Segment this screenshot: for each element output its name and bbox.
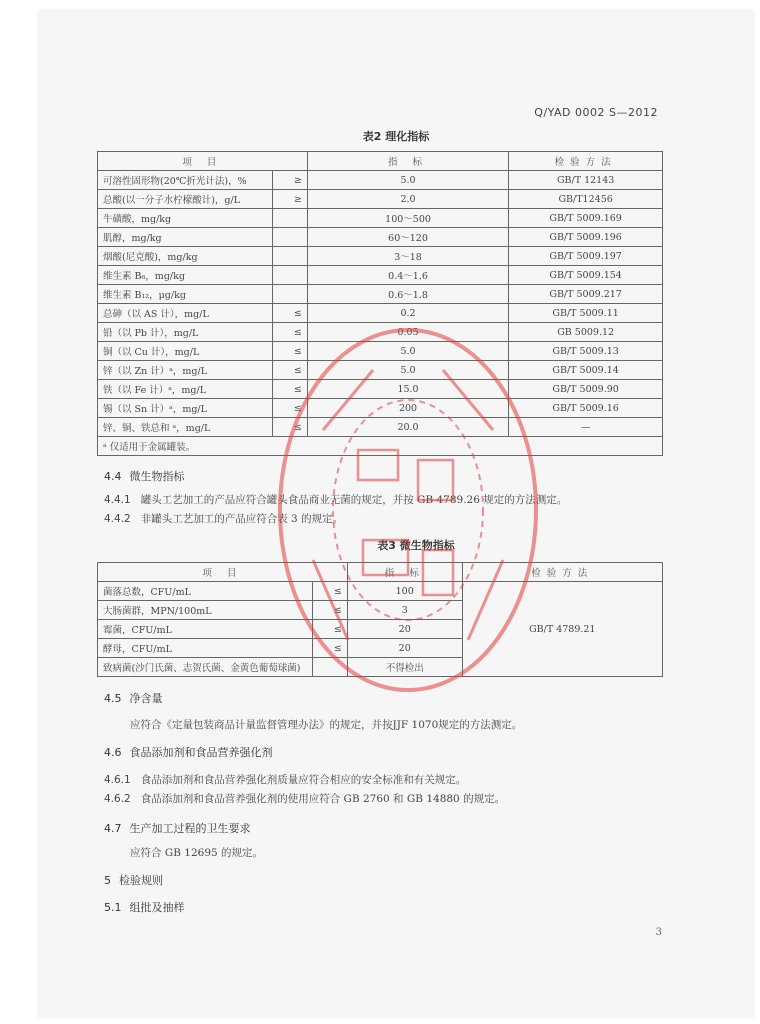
clause-text: 非罐头工艺加工的产品应符合表 3 的规定。 — [140, 513, 344, 525]
section-title: 微生物指标 — [129, 470, 185, 483]
table2-header-method: 检验方法 — [509, 152, 663, 171]
section-4-5-text: 应符合《定量包装商品计量监督管理办法》的规定，并按JJF 1070规定的方法测定。 — [130, 719, 523, 731]
clause-text: 食品添加剂和食品营养强化剂的使用应符合 GB 2760 和 GB 14880 的规定。 — [140, 793, 506, 805]
table2-cell-method: GB/T 5009.16 — [509, 399, 663, 418]
section-number: 4.5 — [104, 692, 122, 705]
table2-cell-method: GB/T 5009.217 — [509, 285, 663, 304]
table2-cell-operator: ≤ — [272, 304, 307, 323]
section-number: 5 — [104, 874, 111, 887]
table2-cell-item: 可溶性固形物(20℃折光计法)，% — [98, 171, 273, 190]
table2-row — [98, 228, 663, 247]
section-4-6-heading — [104, 744, 273, 760]
clause-number: 4.4.2 — [104, 513, 131, 525]
table2-cell-item: 铅（以 Pb 计），mg/L — [98, 323, 273, 342]
document-code: Q/YAD 0002 S—2012 — [534, 106, 658, 119]
table2-cell-value: 60～120 — [307, 228, 508, 247]
table2-cell-value: 3～18 — [307, 247, 508, 266]
table2-cell-method: GB/T 5009.13 — [509, 342, 663, 361]
section-title: 食品添加剂和食品营养强化剂 — [129, 746, 273, 759]
section-number: 4.6 — [104, 746, 122, 759]
table2-caption: 表2 理化指标 — [362, 130, 430, 143]
section-4-7-heading — [104, 820, 251, 836]
document-page — [38, 10, 754, 1018]
table2-header-value: 指 标 — [307, 152, 508, 171]
section-number: 4.4 — [104, 470, 122, 483]
table2-cell-value: 0.2 — [307, 304, 508, 323]
clause-text: 罐头工艺加工的产品应符合罐头食品商业无菌的规定，并按 GB 4789.26 规定的方法测定。 — [140, 494, 568, 506]
section-title: 检验规则 — [119, 874, 163, 887]
table2-cell-item: 铜（以 Cu 计），mg/L — [98, 342, 273, 361]
table2-cell-value: 5.0 — [307, 361, 508, 380]
table2-cell-value: 0.4～1.6 — [307, 266, 508, 285]
table2-cell-item: 锌（以 Zn 计）ᵃ，mg/L — [98, 361, 273, 380]
table2-cell-operator: ≥ — [272, 190, 307, 209]
table2-cell-method: GB/T12456 — [509, 190, 663, 209]
table3-cell-value: 3 — [347, 601, 462, 620]
table2-header-item: 项 目 — [98, 152, 308, 171]
clause-number: 4.6.1 — [104, 774, 131, 786]
section-4-7-text: 应符合 GB 12695 的规定。 — [130, 847, 264, 859]
clause-text: 食品添加剂和食品营养强化剂质量应符合相应的安全标准和有关规定。 — [140, 774, 467, 786]
seal-stamp — [253, 310, 563, 710]
page-number: 3 — [655, 927, 662, 938]
section-number: 4.7 — [104, 822, 122, 835]
table2-cell-value: 15.0 — [307, 380, 508, 399]
table2-cell-method: GB/T 5009.169 — [509, 209, 663, 228]
table2-cell-value: 20.0 — [307, 418, 508, 437]
section-title: 净含量 — [129, 692, 163, 705]
table2-cell-operator — [272, 266, 307, 285]
table3-cell-value: 不得检出 — [347, 658, 462, 677]
table2-cell-value: 200 — [307, 399, 508, 418]
table3-cell-item: 霉菌，CFU/mL — [98, 620, 313, 639]
table3-header-item: 项 目 — [98, 563, 348, 582]
section-5-1-heading — [104, 899, 185, 915]
table2-cell-value: 5.0 — [307, 342, 508, 361]
table2-cell-value: 100～500 — [307, 209, 508, 228]
section-4-6-1 — [104, 772, 466, 787]
table3-cell-operator: ≤ — [312, 582, 347, 601]
table2-cell-item: 总酸(以一分子水柠檬酸计)，g/L — [98, 190, 273, 209]
table2-cell-value: 5.0 — [307, 171, 508, 190]
table2-cell-operator: ≤ — [272, 380, 307, 399]
table2-cell-method: GB/T 12143 — [509, 171, 663, 190]
section-title: 组批及抽样 — [129, 901, 185, 914]
table2-cell-item: 总砷（以 AS 计），mg/L — [98, 304, 273, 323]
table2-cell-operator — [272, 228, 307, 247]
clause-number: 4.4.1 — [104, 494, 131, 506]
section-4-4-heading — [104, 468, 185, 484]
table2-cell-item: 铁（以 Fe 计）ᵃ，mg/L — [98, 380, 273, 399]
clause-number: 4.6.2 — [104, 793, 131, 805]
table2-row — [98, 285, 663, 304]
section-5-heading — [104, 872, 163, 888]
table2-cell-item: 维生素 B₆，mg/kg — [98, 266, 273, 285]
table2-cell-item: 牛磺酸，mg/kg — [98, 209, 273, 228]
table2-footnote: ᵃ 仅适用于金属罐装。 — [98, 437, 663, 456]
table2-cell-operator — [272, 285, 307, 304]
table2-cell-item: 烟酸(尼克酸)，mg/kg — [98, 247, 273, 266]
table3-cell-item: 致病菌(沙门氏菌、志贺氏菌、金黄色葡萄球菌) — [98, 658, 313, 677]
section-number: 5.1 — [104, 901, 122, 914]
table2-cell-method: GB/T 5009.154 — [509, 266, 663, 285]
table3-cell-item: 菌落总数，CFU/mL — [98, 582, 313, 601]
table2-cell-value: 0.6～1.8 — [307, 285, 508, 304]
table2-cell-method: GB/T 5009.11 — [509, 304, 663, 323]
section-4-6-2 — [104, 791, 505, 806]
section-title: 生产加工过程的卫生要求 — [129, 822, 251, 835]
table3-cell-operator: ≤ — [312, 620, 347, 639]
table2-cell-method: GB/T 5009.197 — [509, 247, 663, 266]
table2-cell-operator: ≥ — [272, 171, 307, 190]
table2-cell-operator — [272, 247, 307, 266]
table2-row — [98, 190, 663, 209]
table3-cell-value: 20 — [347, 620, 462, 639]
table3-cell-operator: ≤ — [312, 639, 347, 658]
table2-cell-item: 肌醇，mg/kg — [98, 228, 273, 247]
table2-cell-operator: ≤ — [272, 323, 307, 342]
seal-stamp-graphic — [280, 330, 536, 690]
table2-cell-operator: ≤ — [272, 418, 307, 437]
table2-cell-method: GB 5009.12 — [509, 323, 663, 342]
table2-cell-method: GB/T 5009.90 — [509, 380, 663, 399]
table2-cell-operator — [272, 209, 307, 228]
table2-row — [98, 209, 663, 228]
table2-cell-item: 维生素 B₁₂，μg/kg — [98, 285, 273, 304]
table2-row — [98, 247, 663, 266]
table2-row — [98, 266, 663, 285]
table3-cell-item: 大肠菌群，MPN/100mL — [98, 601, 313, 620]
table2-cell-item: 锌、铜、铁总和 ᵃ，mg/L — [98, 418, 273, 437]
table3-header-value: 指 标 — [347, 563, 462, 582]
table2-cell-method: — — [509, 418, 663, 437]
table2-cell-operator: ≤ — [272, 361, 307, 380]
table3-header-method: 检验方法 — [462, 563, 662, 582]
table2-cell-value: 0.05 — [307, 323, 508, 342]
section-4-5-heading — [104, 690, 163, 706]
table2-row — [98, 171, 663, 190]
table3-cell-item: 酵母，CFU/mL — [98, 639, 313, 658]
table2-cell-method: GB/T 5009.14 — [509, 361, 663, 380]
table3-caption: 表3 微生物指标 — [377, 539, 455, 552]
table2-cell-value: 2.0 — [307, 190, 508, 209]
table2-cell-operator: ≤ — [272, 342, 307, 361]
table2-cell-item: 锡（以 Sn 计）ᵃ，mg/L — [98, 399, 273, 418]
table3-cell-value: 20 — [347, 639, 462, 658]
table3-cell-operator: ≤ — [312, 601, 347, 620]
table2-cell-method: GB/T 5009.196 — [509, 228, 663, 247]
table3-cell-value: 100 — [347, 582, 462, 601]
table3-cell-method: GB/T 4789.21 — [462, 582, 662, 677]
table2-cell-operator: ≤ — [272, 399, 307, 418]
